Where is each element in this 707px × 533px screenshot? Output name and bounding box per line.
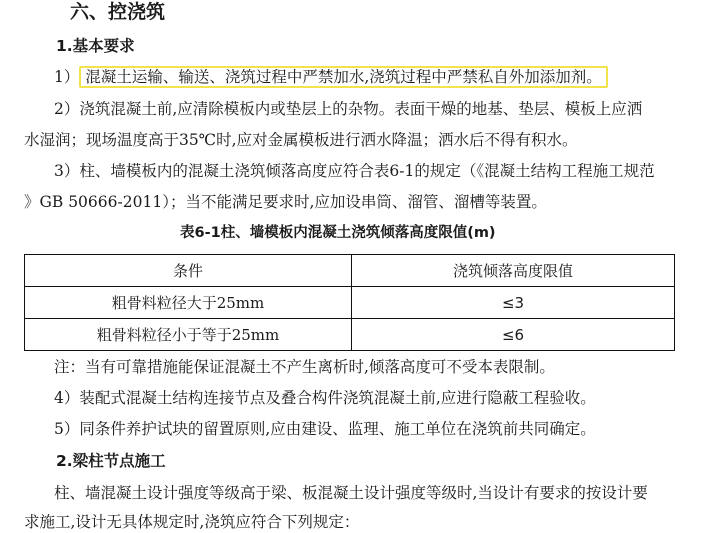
item-3-line-1: 3）柱、墙模板内的混凝土浇筑倾落高度应符合表6-1的规定（《混凝土结构工程施工规范 <box>54 162 655 180</box>
table-cell-limit: ≤6 <box>352 319 675 351</box>
table-cell-condition: 粗骨料粒径小于等于25mm <box>25 319 352 351</box>
item-3-line-2: 》GB 50666-2011）；当不能满足要求时,应加设串筒、溜管、溜槽等装置。 <box>24 193 547 211</box>
item-1 <box>54 66 608 88</box>
table-cell-limit: ≤3 <box>352 287 675 319</box>
paragraph-line-2: 求施工,设计无具体规定时,浇筑应符合下列规定： <box>24 513 360 531</box>
table-row <box>25 319 675 351</box>
item-1-number: 1） <box>54 68 80 86</box>
highlighted-text: 混凝土运输、输送、浇筑过程中严禁加水,浇筑过程中严禁私自外加添加剂。 <box>79 66 607 88</box>
subsection-title-basic-requirements: 1.基本要求 <box>56 37 135 55</box>
drop-height-table <box>24 254 675 351</box>
table-header-condition: 条件 <box>25 255 352 287</box>
table-caption: 表6-1柱、墙模板内混凝土浇筑倾落高度限值(m) <box>180 225 496 241</box>
item-5: 5）同条件养护试块的留置原则,应由建设、监理、施工单位在浇筑前共同确定。 <box>54 420 596 438</box>
table-header-row <box>25 255 675 287</box>
paragraph-line-1: 柱、墙混凝土设计强度等级高于梁、板混凝土设计强度等级时,当设计有要求的按设计要 <box>54 484 648 502</box>
item-4: 4）装配式混凝土结构连接节点及叠合构件浇筑混凝土前,应进行隐蔽工程验收。 <box>54 389 596 407</box>
subsection-title-beam-column-joints: 2.梁柱节点施工 <box>56 452 166 470</box>
section-title: 六、控浇筑 <box>70 1 166 23</box>
table-header-limit: 浇筑倾落高度限值 <box>352 255 675 287</box>
table-note: 注：当有可靠措施能保证混凝土不产生离析时,倾落高度可不受本表限制。 <box>54 358 555 376</box>
table-cell-condition: 粗骨料粒径大于25mm <box>25 287 352 319</box>
table-row <box>25 287 675 319</box>
item-2-line-2: 水湿润；现场温度高于35℃时,应对金属模板进行洒水降温；洒水后不得有积水。 <box>24 131 578 149</box>
item-2-line-1: 2）浇筑混凝土前,应清除模板内或垫层上的杂物。表面干燥的地基、垫层、模板上应洒 <box>54 100 643 118</box>
